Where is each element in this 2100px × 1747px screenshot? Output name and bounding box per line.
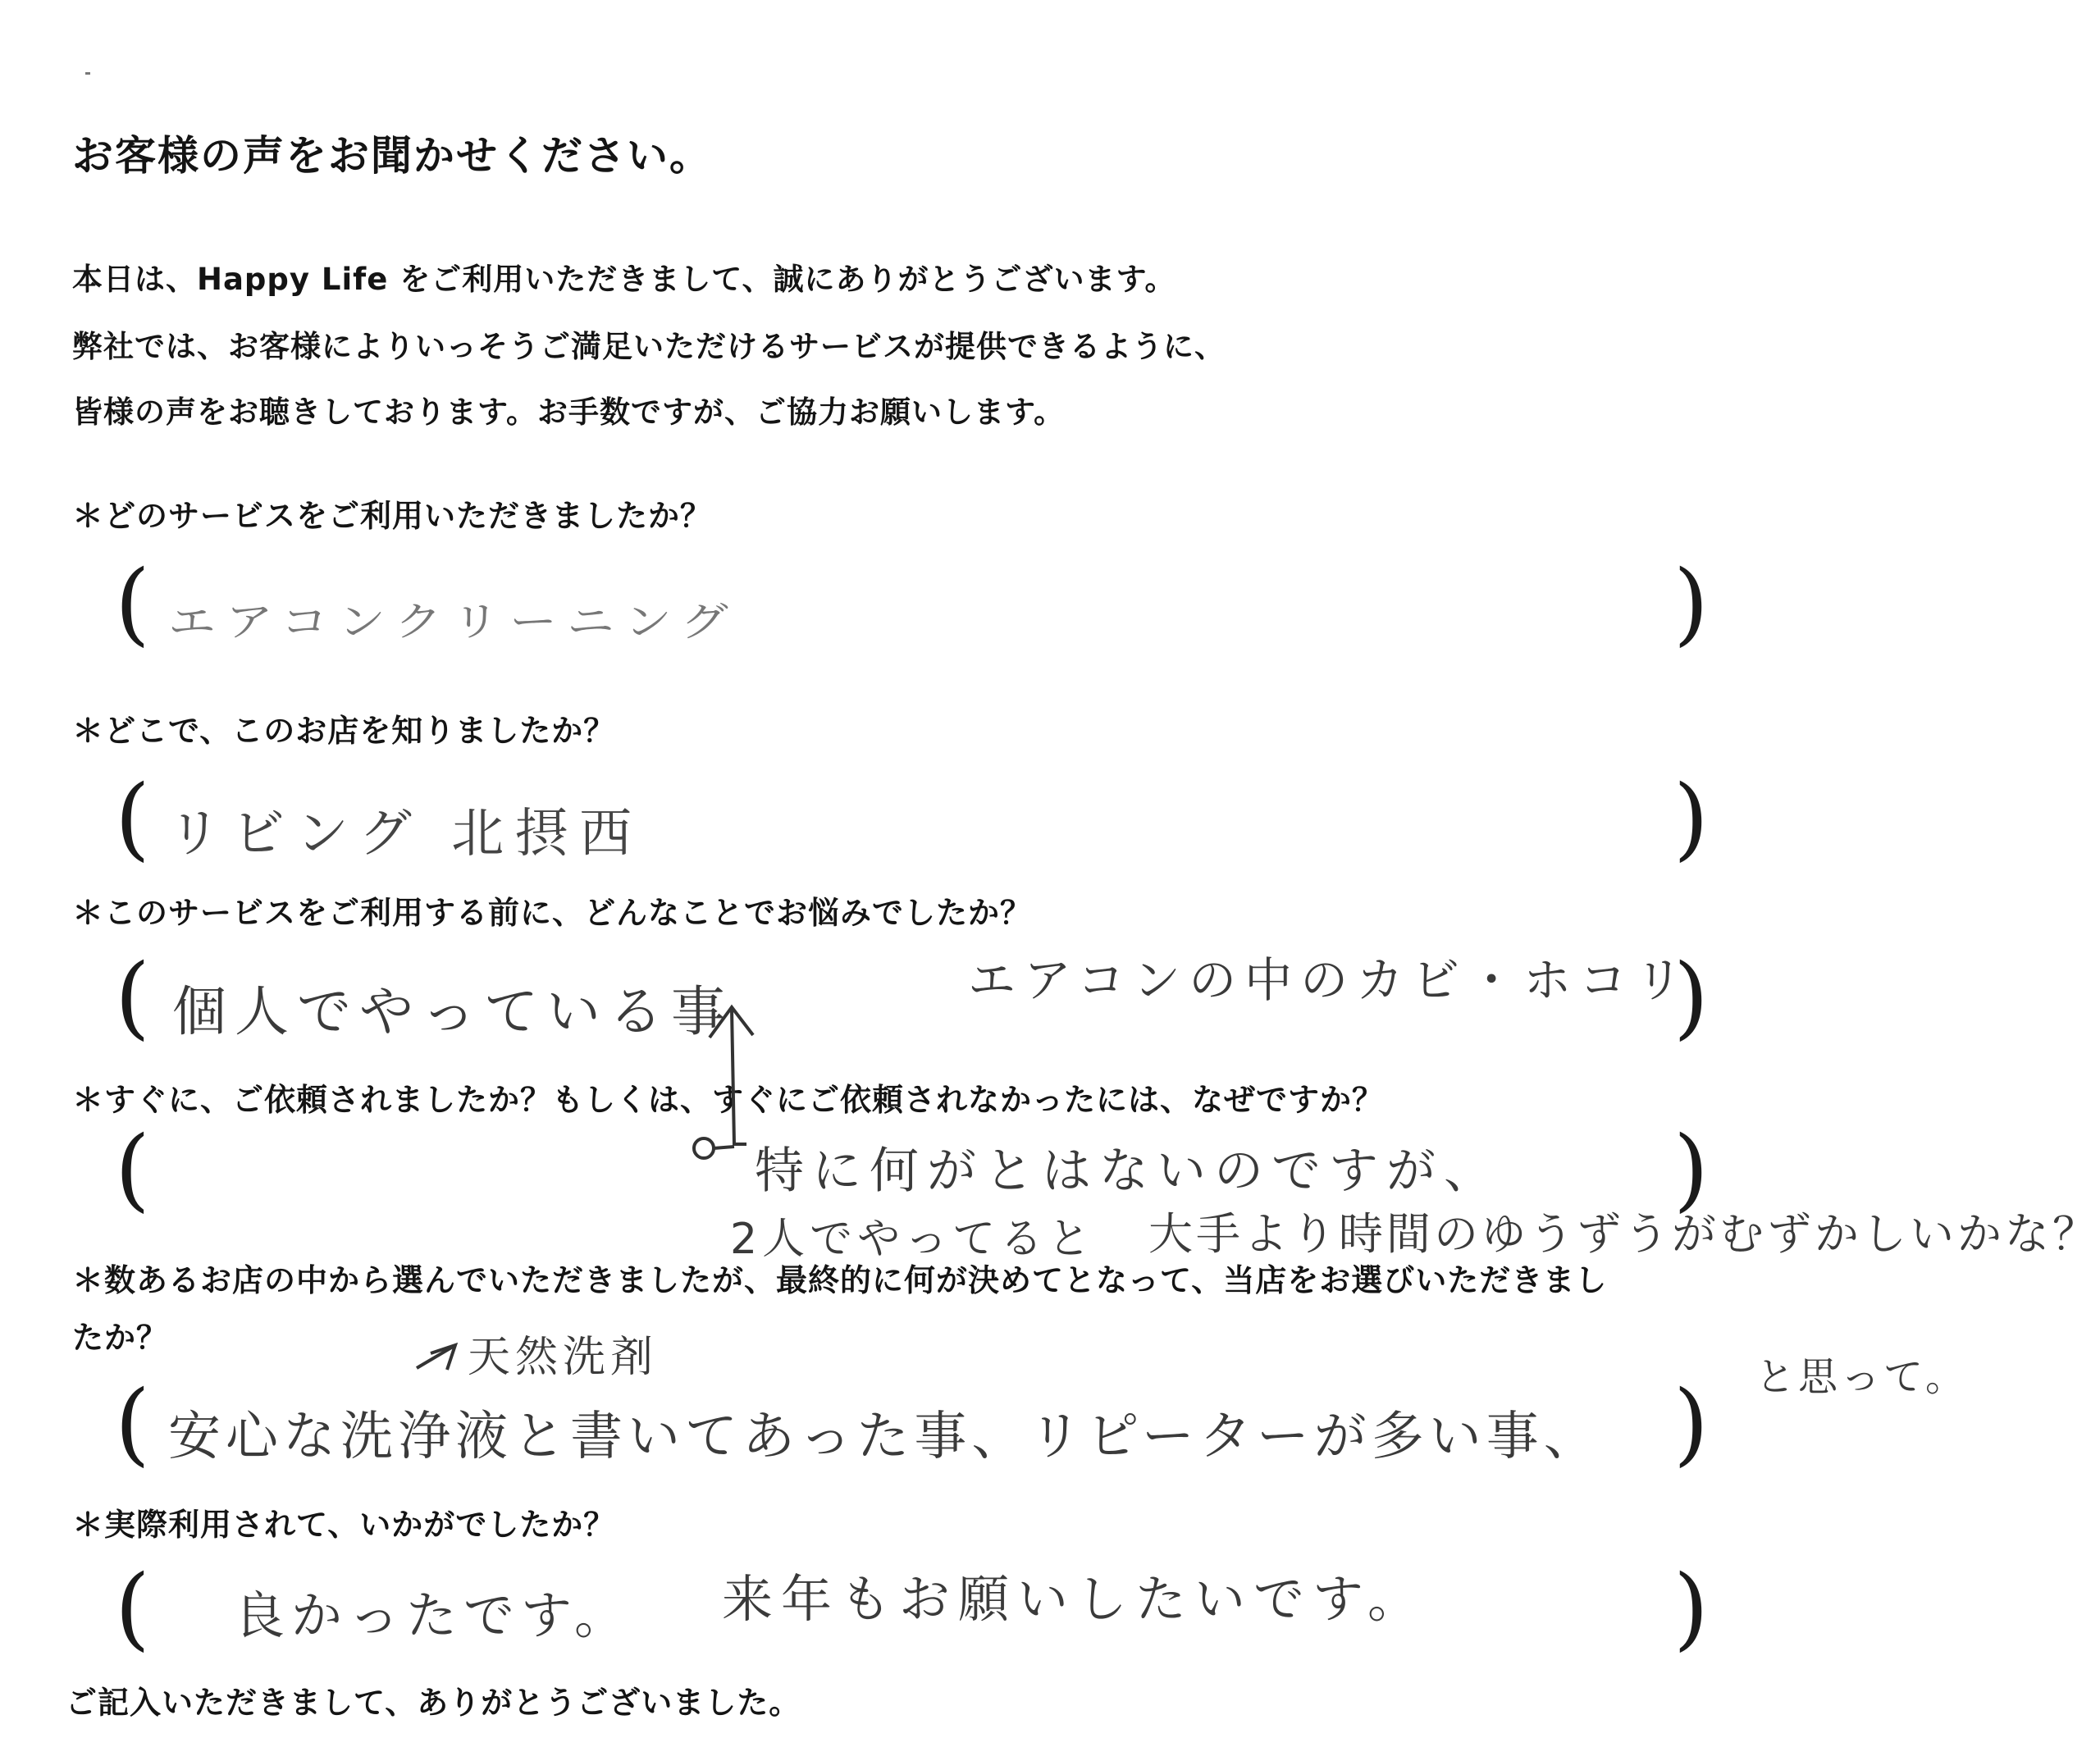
answer-1-handwriting: エアコンクリーニング <box>168 598 738 646</box>
answer-2-close-paren: ) <box>1673 765 1709 870</box>
question-5-line-2: たか？ <box>72 1320 169 1356</box>
question-4: ＊すぐに、ご依頼されましたか？もしくは、すぐにご依頼されなかったには、なぜですか？ <box>72 1082 1385 1118</box>
intro-line-1: 本日は、Happy Life をご利用いただきまして、誠にありがとうございます。 <box>72 262 1176 297</box>
answer-3-handwriting-right: エアコンの中のカビ・ホコリ <box>968 952 1691 1008</box>
answer-4-handwriting-line-3: と思って。 <box>1755 1354 1969 1400</box>
answer-3-open-paren: ( <box>115 944 150 1049</box>
closing-message: ご記入いただきまして、ありがとうございました。 <box>66 1685 801 1721</box>
question-2: ＊どこで、このお店を知りましたか？ <box>72 713 616 749</box>
intro-line-3: 皆様の声をお聴きしております。お手数ですが、ご協力お願いします。 <box>72 395 1066 430</box>
question-5-line-1: ＊数あるお店の中から選んでいただきましたが、最終的に何が決めてとなって、当店をお選びいただきまし <box>72 1262 1608 1298</box>
page-title: お客様の声をお聞かせください。 <box>72 132 712 180</box>
question-1: ＊どのサービスをご利用いただきましたか？ <box>72 498 713 534</box>
answer-4-handwriting-line-2-right: 大手より時間のゆうずうがむずかしいかな？ <box>1148 1208 2100 1260</box>
question-3: ＊このサービスをご利用する前に、どんなことでお悩みでしたか？ <box>72 895 1033 931</box>
answer-3-close-paren: ) <box>1673 944 1709 1049</box>
answer-4-handwriting-line-1: 特に何がとはないのですが、 <box>755 1143 1501 1200</box>
answer-4-close-paren: ) <box>1673 1116 1709 1221</box>
answer-3-handwriting-left: 個人でやっている事 <box>172 980 733 1043</box>
answer-4-open-paren: ( <box>115 1116 150 1221</box>
answer-6-handwriting-left: 良かったです。 <box>234 1585 632 1645</box>
question-6: ＊実際利用されて、いかがでしたか？ <box>72 1507 616 1543</box>
answer-5-handwriting-note: 天然洗剤 <box>468 1333 659 1382</box>
answer-5-open-paren: ( <box>115 1371 150 1476</box>
answer-4-handwriting-line-2-left: 2人でやってると <box>730 1215 1096 1264</box>
answer-5-handwriting: 安心な洗浄液と書いてあった事、リピーターが多い事、 <box>168 1407 1601 1467</box>
answer-1-close-paren: ) <box>1673 550 1709 655</box>
answer-2-handwriting: リビング 北摂西 <box>168 804 644 864</box>
answer-2-open-paren: ( <box>115 765 150 870</box>
answer-1-open-paren: ( <box>115 550 150 655</box>
answer-6-open-paren: ( <box>115 1555 150 1660</box>
answer-6-close-paren: ) <box>1673 1555 1709 1660</box>
answer-6-handwriting-right: 来年もお願いしたいです。 <box>722 1569 1427 1629</box>
intro-line-2: 弊社では、お客様によりいっそうご満足いただけるサービスが提供できるように、 <box>72 329 1226 364</box>
answer-5-close-paren: ) <box>1673 1371 1709 1476</box>
